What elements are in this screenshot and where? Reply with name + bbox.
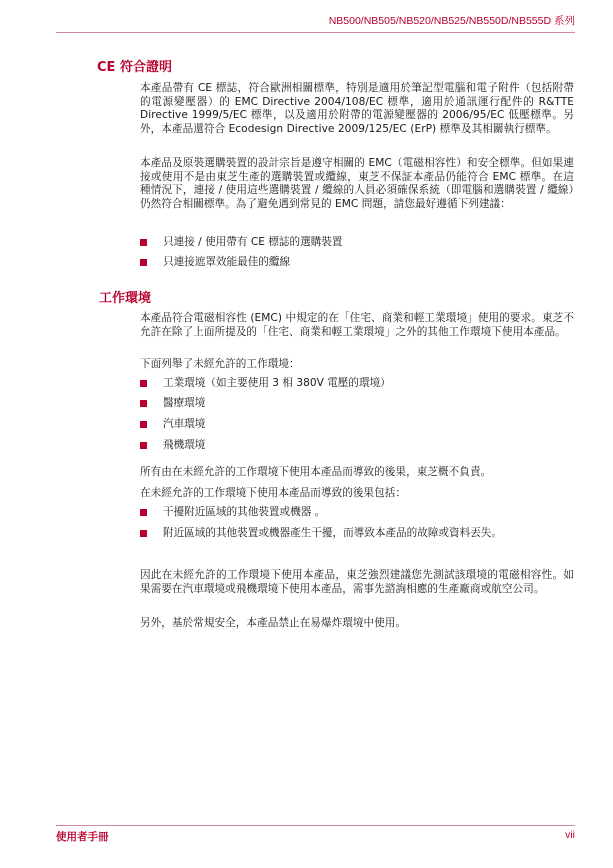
ce-paragraph-1: 本產品帶有 CE 標誌，符合歐洲相關標準，特別是適用於筆記型電腦和電子附件（包括附帶的電源變壓器）的 EMC Directive 2004/108/EC 標準，適用於通訊運行配件的 R&TTE Directive 1999/5/EC 標準，以及適用於附帶的電源變壓器的 2006/95/EC 低壓標準。另外，本產品還符合 Ecodesign Directive 2009/125/EC (ErP) 標準及其相關執行標準。 xyxy=(140,82,574,135)
list-item xyxy=(140,236,574,250)
list-item xyxy=(140,527,574,541)
list-item-text: 飛機環境 xyxy=(163,439,206,451)
env-paragraph-2: 下面列舉了未經允許的工作環境： xyxy=(140,358,300,370)
list-item-text: 干擾附近區域的其他裝置或機器 。 xyxy=(163,506,326,518)
running-header: NB500/NB505/NB520/NB525/NB550D/NB555D 系列 xyxy=(328,15,575,27)
square-bullet-icon xyxy=(140,400,147,407)
square-bullet-icon xyxy=(140,259,147,266)
list-item-text: 工業環境（如主要使用 3 相 380V 電壓的環境） xyxy=(163,377,391,389)
manual-title: 使用者手冊 xyxy=(56,831,109,843)
list-item xyxy=(140,397,574,411)
env-paragraph-1: 本產品符合電磁相容性 (EMC) 中規定的在「住宅、商業和輕工業環境」使用的要求。東芝不允許在除了上面所提及的「住宅、商業和輕工業環境」之外的其他工作環境下使用本產品。 xyxy=(140,312,574,338)
header-divider xyxy=(56,32,575,33)
square-bullet-icon xyxy=(140,442,147,449)
square-bullet-icon xyxy=(140,530,147,537)
list-item xyxy=(140,418,574,432)
list-item-text: 汽車環境 xyxy=(163,418,206,430)
env-paragraph-4: 在未經允許的工作環境下使用本產品而導致的後果包括： xyxy=(140,487,407,499)
square-bullet-icon xyxy=(140,239,147,246)
list-item-text: 附近區域的其他裝置或機器產生干擾，而導致本產品的故障或資料丟失。 xyxy=(163,527,502,539)
list-item xyxy=(140,256,574,270)
list-item xyxy=(140,506,574,520)
page-number: vii xyxy=(565,829,575,841)
square-bullet-icon xyxy=(140,421,147,428)
list-item xyxy=(140,377,574,391)
list-item xyxy=(140,439,574,453)
square-bullet-icon xyxy=(140,509,147,516)
env-paragraph-5: 因此在未經允許的工作環境下使用本產品，東芝強烈建議您先測試該環境的電磁相容性。如果需要在汽車環境或飛機環境下使用本產品，需事先諮詢相應的生產廠商或航空公司。 xyxy=(140,569,574,595)
square-bullet-icon xyxy=(140,380,147,387)
footer-divider xyxy=(56,825,575,826)
env-paragraph-6: 另外，基於常規安全，本產品禁止在易爆炸環境中使用。 xyxy=(140,617,407,629)
ce-paragraph-2: 本產品及原裝選購裝置的設計宗旨是遵守相關的 EMC（電磁相容性）和安全標準。但如果連接或使用不是由東芝生產的選購裝置或纜線，東芝不保証本產品仍能符合 EMC 標準。在這種情況下，連接 / 使用這些選購裝置 / 纜線的人員必須確保系統（即電腦和選購裝置 / 纜線）仍然符合相關標準。為了避免遇到常見的 EMC 問題，請您最好遵循下列建議： xyxy=(140,157,574,210)
list-item-text: 只連接遮罩效能最佳的纜線 xyxy=(163,256,291,268)
list-item-text: 醫療環境 xyxy=(163,397,206,409)
ce-declaration-heading: CE 符合證明 xyxy=(97,60,172,75)
working-environment-heading: 工作環境 xyxy=(99,291,152,306)
env-paragraph-3: 所有由在未經允許的工作環境下使用本產品而導致的後果，東芝概不負責。 xyxy=(140,466,492,478)
list-item-text: 只連接 / 使用帶有 CE 標誌的選購裝置 xyxy=(163,236,343,248)
